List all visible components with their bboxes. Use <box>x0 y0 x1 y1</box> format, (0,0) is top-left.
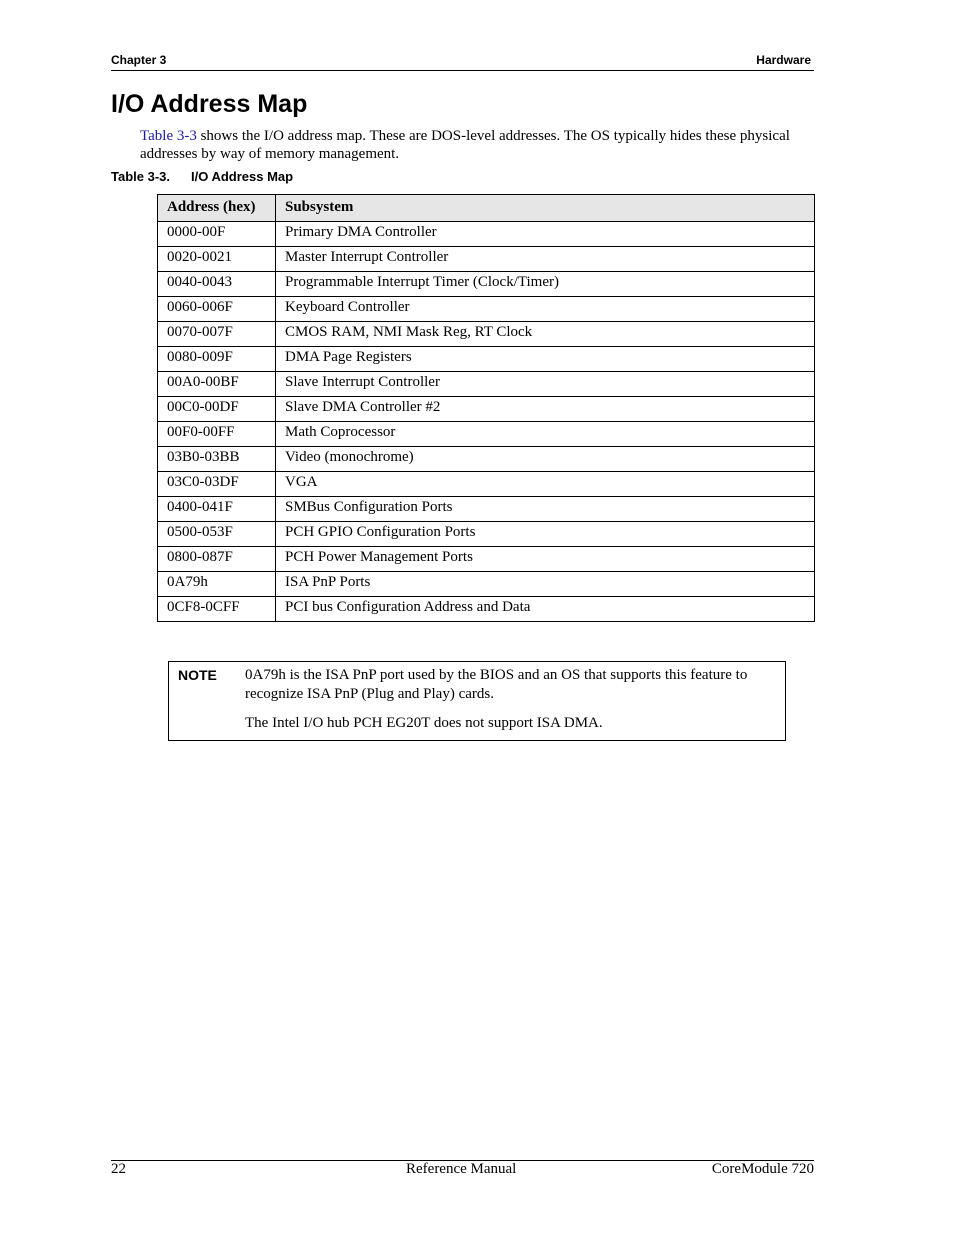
subsystem-cell: CMOS RAM, NMI Mask Reg, RT Clock <box>276 322 815 347</box>
table-body <box>158 222 815 622</box>
subsystem-cell: Primary DMA Controller <box>276 222 815 247</box>
table-row <box>158 272 815 297</box>
subsystem-cell: Video (monochrome) <box>276 447 815 472</box>
product-name: CoreModule 720 <box>711 1161 814 1177</box>
subsystem-cell: Keyboard Controller <box>276 297 815 322</box>
address-cell: 03C0-03DF <box>158 472 276 497</box>
column-header-address: Address (hex) <box>158 195 276 222</box>
subsystem-cell: PCH GPIO Configuration Ports <box>276 522 815 547</box>
subsystem-cell: SMBus Configuration Ports <box>276 497 815 522</box>
address-cell: 0000-00F <box>158 222 276 247</box>
table-row <box>158 597 815 622</box>
io-address-table <box>157 194 815 622</box>
subsystem-cell: Math Coprocessor <box>276 422 815 447</box>
subsystem-cell: ISA PnP Ports <box>276 572 815 597</box>
table-row <box>158 422 815 447</box>
table-row <box>158 547 815 572</box>
address-cell: 0060-006F <box>158 297 276 322</box>
page-title: I/O Address Map <box>111 90 308 118</box>
table-row <box>158 472 815 497</box>
address-cell: 00F0-00FF <box>158 422 276 447</box>
address-cell: 03B0-03BB <box>158 447 276 472</box>
address-cell: 0400-041F <box>158 497 276 522</box>
page-number: 22 <box>111 1161 126 1177</box>
address-cell: 0020-0021 <box>158 247 276 272</box>
table-row <box>158 322 815 347</box>
subsystem-cell: VGA <box>276 472 815 497</box>
document-type: Reference Manual <box>406 1161 517 1177</box>
intro-text: shows the I/O address map. These are DOS-level addresses. The OS typically hides these physical addresses by way of memory management. <box>140 128 790 162</box>
table-row <box>158 447 815 472</box>
address-cell: 0500-053F <box>158 522 276 547</box>
table-row <box>158 522 815 547</box>
address-cell: 0A79h <box>158 572 276 597</box>
address-cell: 00C0-00DF <box>158 397 276 422</box>
running-footer <box>111 1160 814 1181</box>
subsystem-cell: PCI bus Configuration Address and Data <box>276 597 815 622</box>
intro-paragraph <box>140 127 820 163</box>
subsystem-cell: Programmable Interrupt Timer (Clock/Timer) <box>276 272 815 297</box>
table-row <box>158 297 815 322</box>
address-cell: 0070-007F <box>158 322 276 347</box>
note-paragraph: 0A79h is the ISA PnP port used by the BIOS and an OS that supports this feature to recognize ISA PnP (Plug and Play) cards. <box>245 667 748 702</box>
address-cell: 00A0-00BF <box>158 372 276 397</box>
table-row <box>158 372 815 397</box>
note-label: NOTE <box>178 667 217 683</box>
table-row <box>158 247 815 272</box>
chapter-label: Chapter 3 <box>111 53 167 67</box>
table-xref-link[interactable]: Table 3-3 <box>140 128 197 144</box>
address-cell: 0040-0043 <box>158 272 276 297</box>
subsystem-cell: DMA Page Registers <box>276 347 815 372</box>
table-row <box>158 222 815 247</box>
table-caption-title: I/O Address Map <box>191 169 294 184</box>
address-cell: 0800-087F <box>158 547 276 572</box>
table-caption <box>111 169 293 184</box>
subsystem-cell: Slave Interrupt Controller <box>276 372 815 397</box>
running-header <box>111 52 814 71</box>
table-caption-number: Table 3-3. <box>111 169 171 184</box>
table-row <box>158 497 815 522</box>
column-header-subsystem: Subsystem <box>276 195 815 222</box>
subsystem-cell: PCH Power Management Ports <box>276 547 815 572</box>
table-header-row <box>158 195 815 222</box>
note-box <box>168 661 786 741</box>
address-cell: 0080-009F <box>158 347 276 372</box>
subsystem-cell: Master Interrupt Controller <box>276 247 815 272</box>
table-row <box>158 347 815 372</box>
subsystem-cell: Slave DMA Controller #2 <box>276 397 815 422</box>
note-paragraph: The Intel I/O hub PCH EG20T does not support ISA DMA. <box>245 715 603 731</box>
table-row <box>158 572 815 597</box>
section-label: Hardware <box>756 53 811 67</box>
table-row <box>158 397 815 422</box>
address-cell: 0CF8-0CFF <box>158 597 276 622</box>
